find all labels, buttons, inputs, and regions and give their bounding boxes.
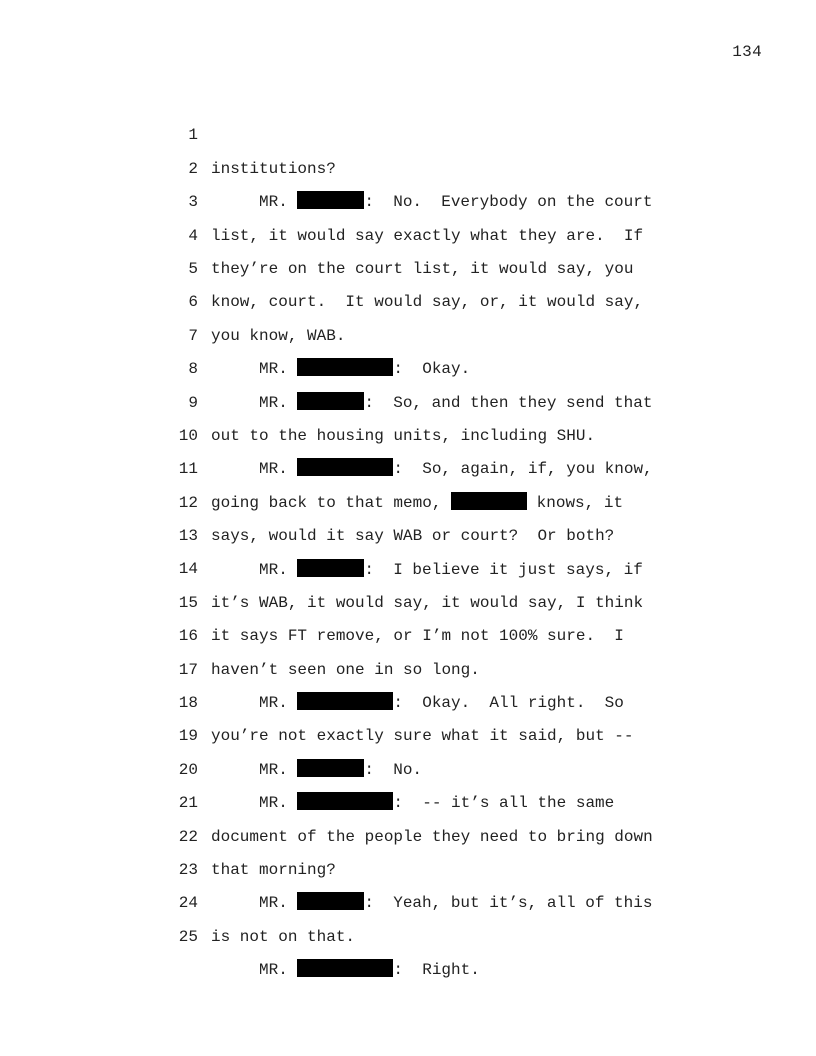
line-number: 2 [188,159,198,178]
speaker-colon: : [393,694,404,713]
line-text: Right. [403,961,480,980]
line-text: Okay. All right. So [403,694,624,713]
speaker-colon: : [393,794,404,813]
line-text: document of the people they need to bring down [211,827,653,846]
line-number: 4 [188,226,198,245]
line-text: it says FT remove, or I’m not 100% sure. I [211,627,624,646]
line-number: 23 [178,861,198,879]
line-text: list, it would say exactly what they are. If [211,226,644,245]
speaker-title: MR. [259,760,298,779]
speaker-colon: : [364,193,375,212]
line-text: Yeah, but it’s, all of this [374,894,653,913]
line-text: they’re on the court list, it would say, you [211,259,634,278]
line-number: 12 [178,493,198,512]
speaker-colon: : [364,760,375,779]
page-number: 134 [732,43,762,61]
speaker-title: MR. [259,894,298,913]
line-text: says, would it say WAB or court? Or both? [211,527,615,546]
line-text-before: going back to that memo, [211,493,452,512]
line-number: 11 [178,460,198,479]
line-number: 19 [178,727,198,746]
speaker-title: MR. [259,360,298,379]
line-number: 24 [178,894,198,913]
line-number: 15 [178,593,198,612]
speaker-colon: : [364,894,375,913]
redacted-name [297,959,393,977]
speaker-title: MR. [259,794,298,813]
line-text: No. Everybody on the court [374,193,653,212]
line-text: -- it’s all the same [403,794,615,813]
speaker-title: MR. [259,560,298,579]
speaker-colon: : [393,460,404,479]
line-number: 8 [188,360,198,379]
line-number: 13 [178,527,198,546]
line-number: 25 [178,927,198,946]
line-text: it’s WAB, it would say, it would say, I think [211,593,644,612]
line-text: So, again, if, you know, [403,460,653,479]
line-text: know, court. It would say, or, it would say, [211,293,644,312]
speaker-colon: : [393,961,404,980]
speaker-title: MR. [259,393,298,412]
line-number: 20 [178,760,198,779]
speaker-colon: : [364,560,375,579]
speaker-title: MR. [259,694,298,713]
speaker-colon: : [393,360,404,379]
line-text: institutions? [211,159,336,178]
line-number: 6 [188,293,198,312]
line-text: you’re not exactly sure what it said, but -- [211,727,634,746]
line-text: Okay. [403,360,471,379]
line-text: So, and then they send that [374,393,653,412]
transcript-line [0,86,816,178]
speaker-title: MR. [259,460,298,479]
transcript-body [0,86,816,980]
line-number: 5 [188,259,198,278]
speaker-line-content [259,954,480,987]
line-number: 7 [188,326,198,345]
speaker-title: MR. [259,193,298,212]
line-number: 14 [178,560,198,579]
line-text: out to the housing units, including SHU. [211,426,596,445]
line-number: 17 [178,660,198,679]
line-text: haven’t seen one in so long. [211,660,480,679]
line-number: 1 [188,126,198,145]
line-number: 10 [178,426,198,445]
line-text-after: knows, it [527,493,624,512]
speaker-title: MR. [259,961,298,980]
line-number: 21 [178,794,198,813]
line-text: No. [374,760,423,779]
line-number: 3 [188,193,198,212]
line-text: I believe it just says, if [374,560,643,579]
line-text: that morning? [211,861,336,880]
speaker-colon: : [364,393,375,412]
line-text: you know, WAB. [211,326,346,345]
line-number: 18 [178,694,198,713]
line-number: 22 [178,827,198,846]
line-text: is not on that. [211,927,356,946]
line-number: 9 [188,393,198,412]
line-number: 16 [178,627,198,646]
